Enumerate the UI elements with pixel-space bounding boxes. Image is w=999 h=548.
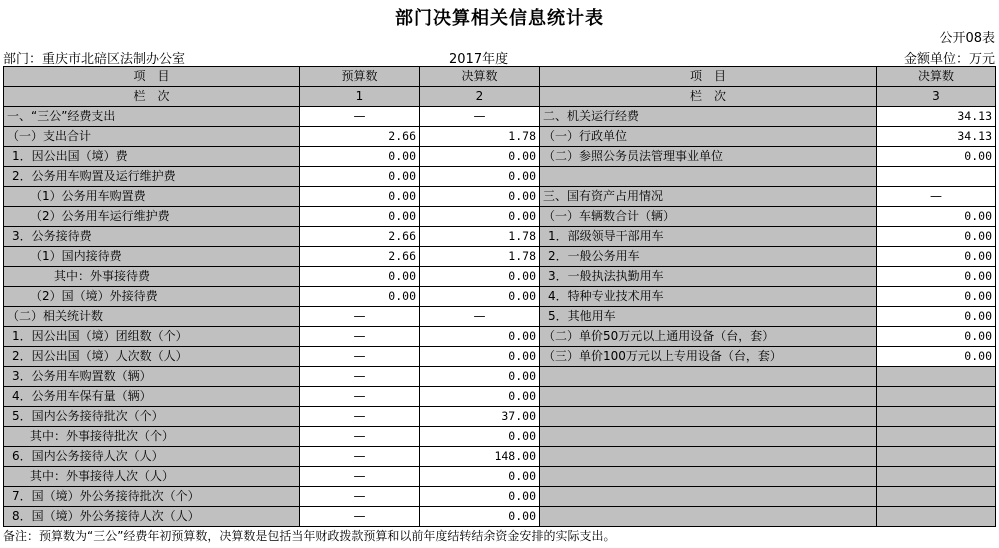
table-row xyxy=(4,327,996,347)
footnote: 备注：预算数为“三公”经费年初预算数，决算数是包括当年财政拨款预算和以前年度结转结余资金安排的实际支出。 xyxy=(3,529,616,543)
right-final-value: 0.00 xyxy=(877,327,996,347)
final-value: 0.00 xyxy=(420,327,540,347)
right-final-value xyxy=(877,407,996,427)
budget-value: 0.00 xyxy=(300,267,420,287)
table-row xyxy=(4,227,996,247)
right-item-label: 3．一般执法执勤用车 xyxy=(540,267,877,287)
table-row xyxy=(4,127,996,147)
left-item-label: 4．公务用车保有量（辆） xyxy=(4,387,300,407)
right-item-label: 1．部级领导干部用车 xyxy=(540,227,877,247)
header-item: 项 目 xyxy=(4,67,300,87)
final-value: 1.78 xyxy=(420,127,540,147)
right-item-label: 2．一般公务用车 xyxy=(540,247,877,267)
right-item-label xyxy=(540,487,877,507)
final-value: 0.00 xyxy=(420,167,540,187)
final-value: 1.78 xyxy=(420,247,540,267)
form-code: 公开08表 xyxy=(939,31,995,46)
budget-value: — xyxy=(300,347,420,367)
final-value: — xyxy=(420,107,540,127)
right-final-value: 0.00 xyxy=(877,247,996,267)
budget-value: — xyxy=(300,447,420,467)
left-item-label: 8．国（境）外公务接待人次（人） xyxy=(4,507,300,527)
budget-value: 0.00 xyxy=(300,207,420,227)
final-value: 0.00 xyxy=(420,467,540,487)
table-row xyxy=(4,447,996,467)
left-item-label: 2．公务用车购置及运行维护费 xyxy=(4,167,300,187)
right-final-value xyxy=(877,427,996,447)
budget-value: — xyxy=(300,307,420,327)
final-value: 0.00 xyxy=(420,147,540,167)
budget-value: — xyxy=(300,507,420,527)
right-item-label xyxy=(540,507,877,527)
budget-value: — xyxy=(300,467,420,487)
right-item-label xyxy=(540,407,877,427)
final-value: — xyxy=(420,307,540,327)
table-row xyxy=(4,307,996,327)
right-final-value: 0.00 xyxy=(877,147,996,167)
table-row xyxy=(4,107,996,127)
right-final-value: 34.13 xyxy=(877,107,996,127)
final-value: 0.00 xyxy=(420,187,540,207)
budget-value: — xyxy=(300,427,420,447)
right-final-value xyxy=(877,447,996,467)
right-item-label: （二）参照公务员法管理事业单位 xyxy=(540,147,877,167)
right-final-value: 0.00 xyxy=(877,267,996,287)
left-item-label: 3．公务用车购置数（辆） xyxy=(4,367,300,387)
fiscal-year: 2017年度 xyxy=(449,52,509,67)
budget-value: 2.66 xyxy=(300,247,420,267)
left-item-label: （二）相关统计数 xyxy=(4,307,300,327)
header-final-right: 决算数 xyxy=(877,67,996,87)
right-item-label: （一）车辆数合计（辆） xyxy=(540,207,877,227)
right-item-label: 三、国有资产占用情况 xyxy=(540,187,877,207)
right-final-value xyxy=(877,467,996,487)
left-item-label: 其中：外事接待批次（个） xyxy=(4,427,300,447)
final-value: 1.78 xyxy=(420,227,540,247)
right-item-label xyxy=(540,427,877,447)
left-item-label: （2）公务用车运行维护费 xyxy=(4,207,300,227)
left-item-label: 7．国（境）外公务接待批次（个） xyxy=(4,487,300,507)
table-row xyxy=(4,407,996,427)
left-item-label: （1）国内接待费 xyxy=(4,247,300,267)
table-row xyxy=(4,207,996,227)
left-item-label: （一）支出合计 xyxy=(4,127,300,147)
right-final-value: 0.00 xyxy=(877,307,996,327)
right-final-value xyxy=(877,387,996,407)
budget-value: — xyxy=(300,387,420,407)
left-item-label: 1．因公出国（境）费 xyxy=(4,147,300,167)
table-row xyxy=(4,427,996,447)
table-row xyxy=(4,287,996,307)
right-final-value: — xyxy=(877,187,996,207)
table-row xyxy=(4,347,996,367)
table-row xyxy=(4,487,996,507)
budget-value: 0.00 xyxy=(300,287,420,307)
col-index-2: 2 xyxy=(420,87,540,107)
table-row xyxy=(4,267,996,287)
row-label-right: 栏 次 xyxy=(540,87,877,107)
final-value: 37.00 xyxy=(420,407,540,427)
final-value: 148.00 xyxy=(420,447,540,467)
budget-value: 2.66 xyxy=(300,227,420,247)
right-final-value: 0.00 xyxy=(877,347,996,367)
final-value: 0.00 xyxy=(420,387,540,407)
row-label: 栏 次 xyxy=(4,87,300,107)
final-value: 0.00 xyxy=(420,267,540,287)
col-index-1: 1 xyxy=(300,87,420,107)
right-final-value: 0.00 xyxy=(877,227,996,247)
final-value: 0.00 xyxy=(420,367,540,387)
col-index-3: 3 xyxy=(877,87,996,107)
final-value: 0.00 xyxy=(420,287,540,307)
left-item-label: 6．国内公务接待人次（人） xyxy=(4,447,300,467)
right-item-label xyxy=(540,367,877,387)
final-value: 0.00 xyxy=(420,427,540,447)
budget-value: — xyxy=(300,107,420,127)
budget-value: 0.00 xyxy=(300,167,420,187)
column-index-row xyxy=(4,87,996,107)
table-row xyxy=(4,167,996,187)
left-item-label: 其中：外事接待人次（人） xyxy=(4,467,300,487)
right-item-label: （二）单价50万元以上通用设备（台，套） xyxy=(540,327,877,347)
amount-unit: 金额单位：万元 xyxy=(903,52,995,67)
budget-value: — xyxy=(300,367,420,387)
budget-value: — xyxy=(300,487,420,507)
left-item-label: （1）公务用车购置费 xyxy=(4,187,300,207)
right-item-label: （一）行政单位 xyxy=(540,127,877,147)
right-final-value: 34.13 xyxy=(877,127,996,147)
right-final-value: 0.00 xyxy=(877,207,996,227)
right-final-value xyxy=(877,367,996,387)
left-item-label: 5．国内公务接待批次（个） xyxy=(4,407,300,427)
left-item-label: 3．公务接待费 xyxy=(4,227,300,247)
right-item-label xyxy=(540,467,877,487)
right-item-label xyxy=(540,387,877,407)
final-value: 0.00 xyxy=(420,347,540,367)
right-final-value xyxy=(877,507,996,527)
header-budget: 预算数 xyxy=(300,67,420,87)
table-row xyxy=(4,467,996,487)
left-item-label: （2）国（境）外接待费 xyxy=(4,287,300,307)
budget-value: — xyxy=(300,327,420,347)
left-item-label: 一、“三公”经费支出 xyxy=(4,107,300,127)
final-value: 0.00 xyxy=(420,207,540,227)
report-title: 部门决算相关信息统计表 xyxy=(395,8,604,29)
right-item-label: 5．其他用车 xyxy=(540,307,877,327)
header-final: 决算数 xyxy=(420,67,540,87)
right-item-label xyxy=(540,447,877,467)
table-row xyxy=(4,507,996,527)
final-value: 0.00 xyxy=(420,487,540,507)
final-value: 0.00 xyxy=(420,507,540,527)
statistics-table xyxy=(3,66,996,527)
left-item-label: 2．因公出国（境）人次数（人） xyxy=(4,347,300,367)
budget-value: 0.00 xyxy=(300,147,420,167)
left-item-label: 其中：外事接待费 xyxy=(4,267,300,287)
header-item-right: 项 目 xyxy=(540,67,877,87)
header-row xyxy=(4,67,996,87)
right-final-value xyxy=(877,167,996,187)
right-item-label: 二、机关运行经费 xyxy=(540,107,877,127)
department-label: 部门：重庆市北碚区法制办公室 xyxy=(3,52,186,67)
table-row xyxy=(4,187,996,207)
table-row xyxy=(4,367,996,387)
budget-value: 2.66 xyxy=(300,127,420,147)
table-row xyxy=(4,247,996,267)
left-item-label: 1．因公出国（境）团组数（个） xyxy=(4,327,300,347)
right-item-label: 4．特种专业技术用车 xyxy=(540,287,877,307)
right-item-label xyxy=(540,167,877,187)
table-row xyxy=(4,147,996,167)
right-item-label: （三）单价100万元以上专用设备（台，套） xyxy=(540,347,877,367)
budget-value: 0.00 xyxy=(300,187,420,207)
right-final-value xyxy=(877,487,996,507)
right-final-value: 0.00 xyxy=(877,287,996,307)
budget-value: — xyxy=(300,407,420,427)
table-row xyxy=(4,387,996,407)
